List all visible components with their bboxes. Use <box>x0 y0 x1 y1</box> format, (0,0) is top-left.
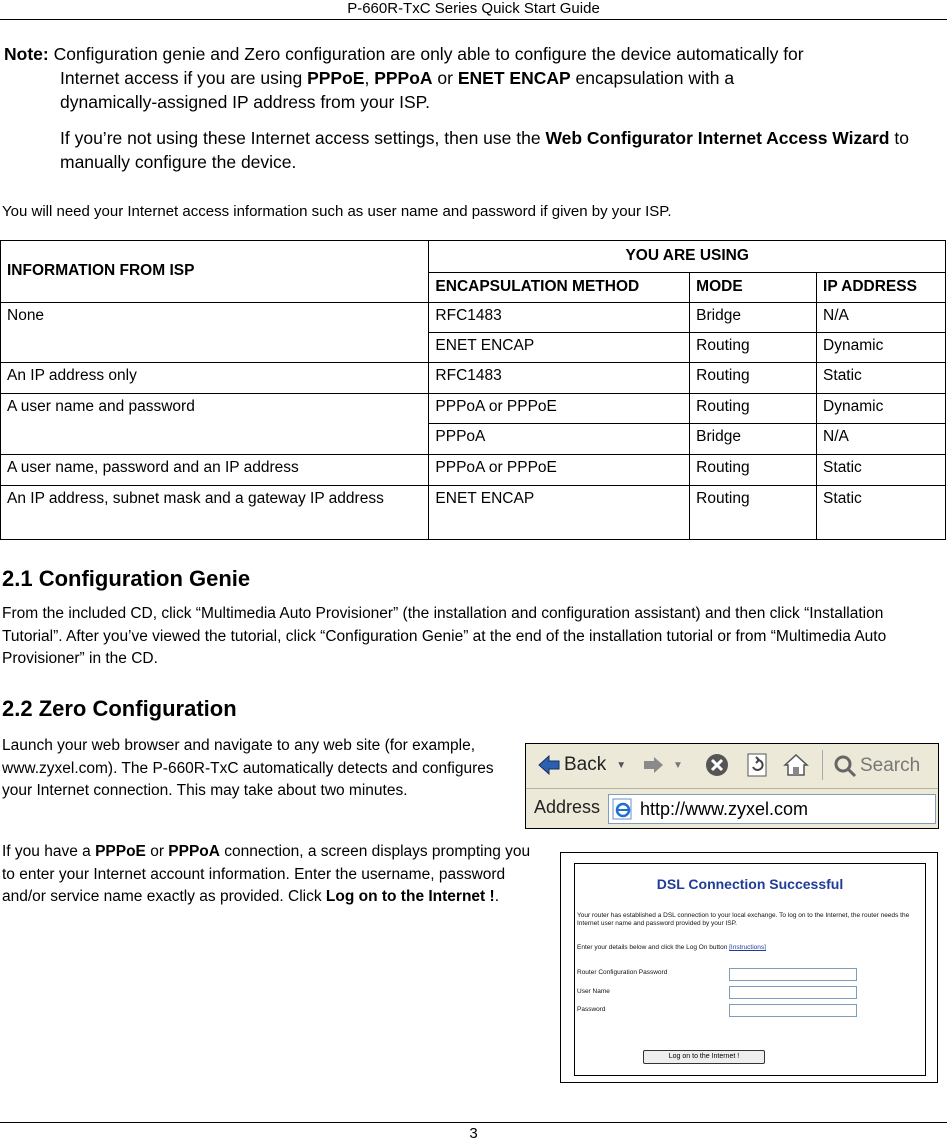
intro-text: You will need your Internet access information such as user name and password if given by your ISP. <box>2 203 672 220</box>
note-text: or <box>432 68 458 88</box>
search-label: Search <box>860 755 921 776</box>
cell-mode: Routing <box>690 394 817 424</box>
note-text: Internet access if you are using <box>60 68 308 88</box>
col-header-mode: MODE <box>690 273 817 303</box>
table-row <box>1 303 946 333</box>
toolbar-divider <box>822 750 823 780</box>
cell-ip: Static <box>817 486 946 540</box>
note-label: Note: <box>4 44 49 64</box>
back-button[interactable] <box>536 752 626 778</box>
dsl-description: Your router has established a DSL connection to your local exchange. To log on to the Internet, the router needs the Internet user name and password provided by your ISP. <box>577 912 910 927</box>
dsl-connection-screenshot <box>560 852 938 1083</box>
field-label-password: Password <box>577 1006 606 1013</box>
search-icon <box>832 753 858 779</box>
isp-info-table <box>0 240 946 540</box>
router-password-input[interactable] <box>729 968 857 981</box>
forward-button[interactable] <box>641 754 683 776</box>
cell-mode: Routing <box>690 363 817 394</box>
password-input[interactable] <box>729 1004 857 1017</box>
note-line-3: dynamically-assigned IP address from your ISP. <box>60 92 430 112</box>
cell-mode: Bridge <box>690 424 817 455</box>
cell-mode: Routing <box>690 333 817 363</box>
note-text: Configuration genie and Zero configuration are only able to configure the device automatically for <box>48 44 804 64</box>
table-row <box>1 424 946 455</box>
col-header-using: YOU ARE USING <box>429 241 946 273</box>
browser-button-row <box>526 744 938 789</box>
dsl-enter-text: Enter your details below and click the Log On button <box>577 944 730 951</box>
col-header-info: INFORMATION FROM ISP <box>1 241 429 303</box>
pppoa-term: PPPoA <box>374 68 433 88</box>
dsl-enter-details <box>577 944 921 952</box>
cell-info: None <box>1 303 429 333</box>
address-label: Address <box>534 797 601 817</box>
user-name-input[interactable] <box>729 986 857 999</box>
dsl-panel <box>574 863 926 1076</box>
cell-encap: ENET ENCAP <box>429 333 690 363</box>
cell-ip: Static <box>817 363 946 394</box>
cell-mode: Routing <box>690 486 817 540</box>
pppoe-term: PPPoE <box>95 843 146 860</box>
section-zero-body-2 <box>2 841 542 909</box>
page-number: 3 <box>0 1122 947 1142</box>
browser-address-row <box>526 789 938 828</box>
refresh-icon <box>744 752 770 778</box>
back-label: Back <box>564 754 607 775</box>
search-button[interactable] <box>832 753 920 779</box>
cell-encap: PPPoA <box>429 424 690 455</box>
home-button[interactable] <box>782 752 810 778</box>
note-text: encapsulation with a <box>570 68 735 88</box>
section-genie-body: From the included CD, click “Multimedia Auto Provisioner” (the installation and configuration assistant) and then click “Installation Tutorial”. After you’ve viewed the tutorial, click “Configuration Genie” at the end of the installation tutorial or from “Multimedia Auto Provisioner” in the CD. <box>2 605 887 667</box>
cell-info: An IP address only <box>1 363 429 394</box>
table-row <box>1 333 946 363</box>
note-block <box>4 42 944 174</box>
url-text: http://www.zyxel.com <box>640 798 809 819</box>
stop-button[interactable] <box>704 752 730 778</box>
note-paragraph-1 <box>4 42 944 66</box>
stop-icon <box>704 752 730 778</box>
table-row <box>1 455 946 486</box>
cell-ip: Dynamic <box>817 333 946 363</box>
logon-term: Log on to the Internet ! <box>325 888 495 905</box>
chevron-down-icon: ▼ <box>673 759 683 771</box>
pppoa-term: PPPoA <box>168 843 220 860</box>
cell-info: An IP address, subnet mask and a gateway IP address <box>1 486 429 540</box>
address-bar[interactable] <box>608 794 936 824</box>
cell-info: A user name and password <box>1 394 429 424</box>
body-text: connection, a screen displays prompting you to enter your Internet account information. Enter the username, password and/or service name exactly as provided. Click <box>2 843 531 905</box>
field-label-router-password: Router Configuration Password <box>577 969 668 976</box>
log-on-button[interactable]: Log on to the Internet ! <box>643 1050 765 1064</box>
section-title-zero: 2.2 Zero Configuration <box>2 696 237 721</box>
cell-info <box>1 333 429 363</box>
cell-encap: RFC1483 <box>429 303 690 333</box>
col-header-ip: IP ADDRESS <box>817 273 946 303</box>
table-row <box>1 394 946 424</box>
note-paragraph-2 <box>4 126 944 174</box>
ie-page-icon <box>612 798 634 820</box>
forward-arrow-icon <box>641 754 665 776</box>
cell-info <box>1 424 429 455</box>
cell-ip: N/A <box>817 424 946 455</box>
cell-mode: Routing <box>690 455 817 486</box>
table-row <box>1 363 946 394</box>
dsl-title: DSL Connection Successful <box>656 876 844 892</box>
note-text: If you’re not using these Internet access settings, then use the <box>60 128 546 148</box>
cell-encap: RFC1483 <box>429 363 690 394</box>
chevron-down-icon: ▼ <box>616 759 627 771</box>
cell-encap: PPPoA or PPPoE <box>429 394 690 424</box>
cell-encap: ENET ENCAP <box>429 486 690 540</box>
pppoe-term: PPPoE <box>307 68 365 88</box>
cell-ip: Static <box>817 455 946 486</box>
table-header-row <box>1 241 946 273</box>
back-arrow-icon <box>536 752 562 778</box>
browser-toolbar-screenshot <box>525 743 939 829</box>
cell-ip: N/A <box>817 303 946 333</box>
note-text: , <box>364 68 375 88</box>
note-line-2 <box>4 66 944 90</box>
page-header: P-660R-TxC Series Quick Start Guide <box>0 0 947 20</box>
col-header-encap: ENCAPSULATION METHOD <box>429 273 690 303</box>
instructions-link[interactable]: [Instructions] <box>729 944 766 951</box>
body-text: . <box>494 888 499 905</box>
section-title-genie: 2.1 Configuration Genie <box>2 566 251 591</box>
refresh-button[interactable] <box>744 752 770 778</box>
field-label-user-name: User Name <box>577 988 610 995</box>
cell-encap: PPPoA or PPPoE <box>429 455 690 486</box>
body-text: or <box>145 843 169 860</box>
cell-info: A user name, password and an IP address <box>1 455 429 486</box>
body-text: If you have a <box>2 843 96 860</box>
wizard-term: Web Configurator Internet Access Wizard <box>545 128 890 148</box>
cell-mode: Bridge <box>690 303 817 333</box>
home-icon <box>782 752 810 778</box>
table-row <box>1 486 946 540</box>
enet-term: ENET ENCAP <box>457 68 571 88</box>
note-text: to manually configure the device. <box>60 128 909 172</box>
cell-ip: Dynamic <box>817 394 946 424</box>
section-zero-body-1: Launch your web browser and navigate to any web site (for example, www.zyxel.com). The P-660R-TxC automatically detects and configures your Internet connection. This may take about two minutes. <box>2 737 494 799</box>
